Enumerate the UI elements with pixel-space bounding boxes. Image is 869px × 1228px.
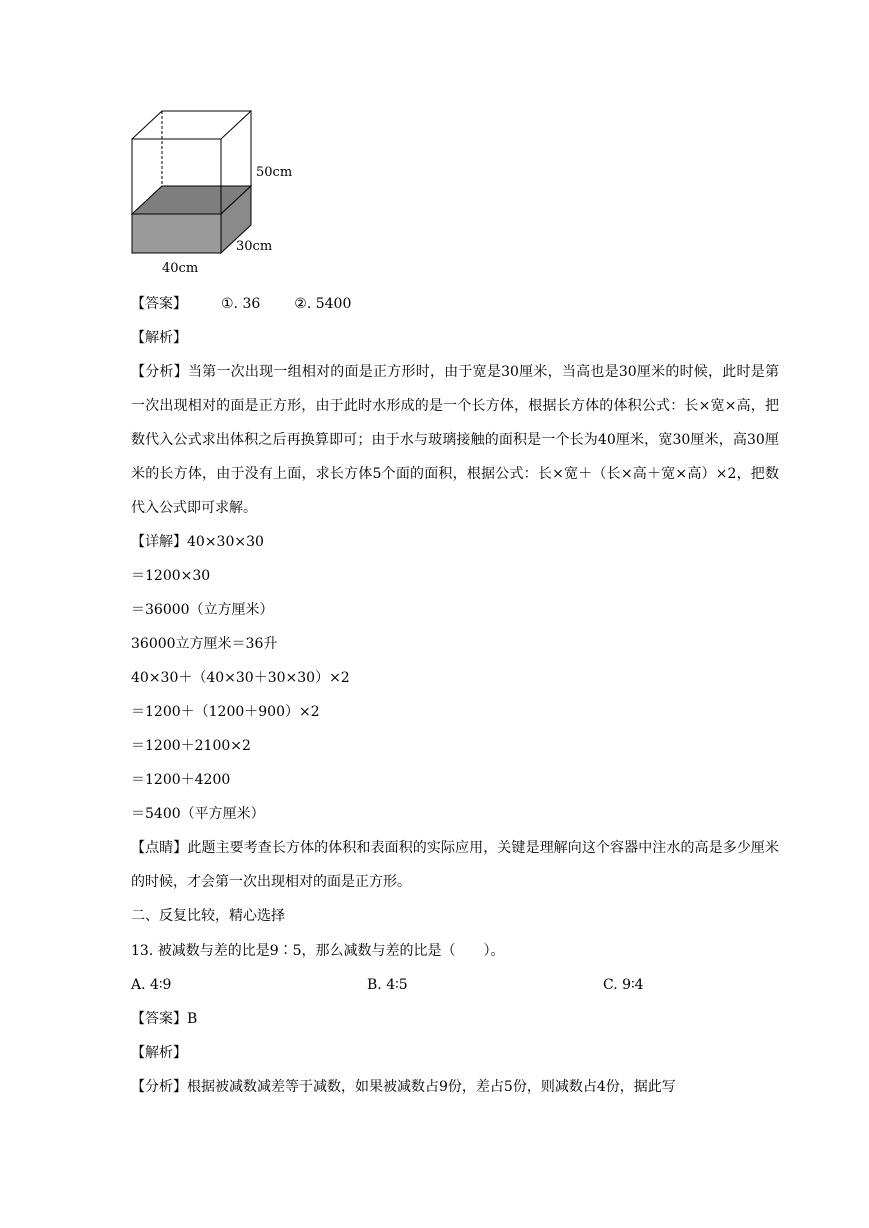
answer-tag: 【答案】 xyxy=(131,296,187,312)
answer-part-1: ①. 36 xyxy=(221,296,261,312)
length-label: 40cm xyxy=(162,261,199,276)
comment-paragraph: 【点睛】此题主要考查长方体的体积和表面积的实际应用，关键是理解向这个容器中注水的高是多少厘米的时候，才会第一次出现相对的面是正方形。 xyxy=(131,840,779,890)
analysis-tag-2: 【解析】 xyxy=(131,1045,187,1061)
analysis-tag-1: 【解析】 xyxy=(131,330,187,346)
width-label: 30cm xyxy=(236,239,273,254)
detail-line: 【详解】40×30×30 xyxy=(131,534,264,550)
option-b: B. 4∶5 xyxy=(367,977,408,993)
detail-line: ＝36000（立方厘米） xyxy=(131,602,274,618)
detail-line: ＝1200＋2100×2 xyxy=(131,738,251,754)
question-13-stem: 13. 被减数与差的比是9∶5，那么减数与差的比是（ ）。 xyxy=(131,943,505,959)
cuboid-figure xyxy=(126,96,312,280)
detail-line: ＝1200＋4200 xyxy=(131,772,231,788)
detail-line: 36000立方厘米＝36升 xyxy=(131,636,278,652)
detail-line: ＝1200×30 xyxy=(131,568,211,584)
answer-line-2: 【答案】B xyxy=(131,1011,198,1027)
answer-part-2: ②. 5400 xyxy=(294,296,352,312)
height-label: 50cm xyxy=(256,165,293,180)
detail-line: ＝5400（平方厘米） xyxy=(131,806,265,822)
analysis-paragraph-1: 【分析】当第一次出现一组相对的面是正方形时，由于宽是30厘米，当高也是30厘米的时候，此时是第一次出现相对的面是正方形，由于此时水形成的是一个长方体，根据长方体的体积公式：长×宽×高，把数代入公式求出体积之后再换算即可；由于水与玻璃接触的面积是一个长为40厘米，宽30厘米，高30厘米的长方体，由于没有上面，求长方体5个面的面积，根据公式：长×宽＋（长×高＋宽×高）×2，把数代入公式即可求解。 xyxy=(131,364,779,516)
answer-line-1 xyxy=(131,294,779,314)
detail-line: ＝1200＋（1200＋900）×2 xyxy=(131,704,320,720)
analysis-paragraph-2: 【分析】根据被减数减差等于减数，如果被减数占9份，差占5份，则减数占4份，据此写 xyxy=(131,1079,676,1095)
option-c: C. 9∶4 xyxy=(603,977,644,993)
detail-line: 40×30＋（40×30＋30×30）×2 xyxy=(131,670,350,686)
option-a: A. 4∶9 xyxy=(131,977,172,993)
section-heading: 二、反复比较，精心选择 xyxy=(131,908,285,924)
